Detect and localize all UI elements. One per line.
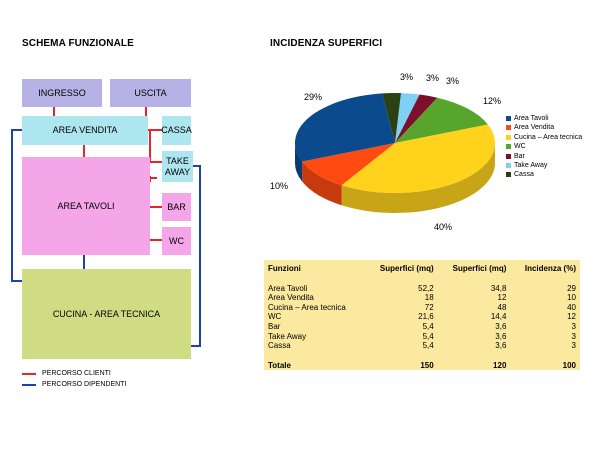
room-cucina: CUCINA - AREA TECNICA xyxy=(22,269,191,359)
table-cell-value: 5,4 xyxy=(422,341,434,351)
table-cell-value: 12 xyxy=(567,312,576,322)
table-cell-value: 12 xyxy=(497,293,507,303)
table-cell-value: 3 xyxy=(571,341,576,351)
room-uscita: USCITA xyxy=(110,79,191,107)
employee-path-label: PERCORSO DIPENDENTI xyxy=(42,381,127,388)
table-cell-value: 3,6 xyxy=(495,331,507,341)
table-cell-value: Superfici (mq) xyxy=(452,264,507,273)
room-area-vendita: AREA VENDITA xyxy=(22,116,148,145)
customer-path-label: PERCORSO CLIENTI xyxy=(42,370,111,377)
schema-title: SCHEMA FUNZIONALE xyxy=(22,38,134,49)
table-cell-value: 3,6 xyxy=(495,341,507,351)
pie-title: INCIDENZA SUPERFICI xyxy=(270,38,383,49)
pie-legend-label: Area Tavoli xyxy=(514,115,549,122)
table-cell-value: 5,4 xyxy=(422,321,434,331)
pie-legend-swatch xyxy=(506,116,511,121)
pie-legend-swatch xyxy=(506,163,511,168)
table-cell-value: 52,2 xyxy=(418,283,434,293)
table-row xyxy=(264,341,580,351)
table-cell-value: 120 xyxy=(493,360,507,370)
pie-value-label-bar: 3% xyxy=(446,76,460,86)
table-cell-value: 5,4 xyxy=(422,331,434,341)
room-ingresso: INGRESSO xyxy=(22,79,102,107)
table-cell-label: Bar xyxy=(268,321,281,331)
table-cell-label: Funzioni xyxy=(268,264,301,273)
pie-legend-swatch xyxy=(506,125,511,130)
pie-legend-swatch xyxy=(506,135,511,140)
table-cell-value: 3,6 xyxy=(495,321,507,331)
table-row xyxy=(264,293,580,303)
table-cell-value: 72 xyxy=(424,302,434,312)
pie-legend-swatch xyxy=(506,172,511,177)
table-cell-value: 48 xyxy=(497,302,507,312)
pie-legend-item xyxy=(506,134,582,141)
pie-value-label-area-vendita: 10% xyxy=(270,181,289,191)
pie-value-label-area-tavoli: 29% xyxy=(304,92,323,102)
room-take-away: TAKE AWAY xyxy=(162,151,193,182)
pie-legend-item xyxy=(506,153,525,160)
table-cell-label: Area Vendita xyxy=(268,293,314,303)
table-cell-label: Cassa xyxy=(268,341,291,351)
table-cell-value: 3 xyxy=(571,321,576,331)
table-row xyxy=(264,332,580,342)
table-cell-label: Take Away xyxy=(268,331,307,341)
pie-legend-item xyxy=(506,143,526,150)
table-cell-label: Totale xyxy=(268,360,291,370)
pie-legend-item xyxy=(506,162,547,169)
table-row xyxy=(264,322,580,332)
room-wc: WC xyxy=(162,227,191,255)
table-cell-value: Incidenza (%) xyxy=(524,264,576,273)
pie-legend-swatch xyxy=(506,144,511,149)
table-cell-value: 40 xyxy=(567,302,576,312)
pie-value-label-cassa: 3% xyxy=(400,72,414,82)
pie-legend-item xyxy=(506,115,549,122)
table-spacer xyxy=(264,274,580,284)
table-cell-value: 21,6 xyxy=(418,312,434,322)
table-cell-label: Area Tavoli xyxy=(268,283,308,293)
incidence-table xyxy=(264,260,580,370)
table-row xyxy=(264,284,580,294)
table-cell-value: 150 xyxy=(420,360,434,370)
table-total-row xyxy=(264,361,580,371)
pie-legend-label: Take Away xyxy=(514,162,548,169)
table-cell-value: Superfici (mq) xyxy=(379,264,434,273)
table-spacer xyxy=(264,351,580,361)
pie-legend-label: Area Vendita xyxy=(514,124,555,132)
table-row xyxy=(264,312,580,322)
table-header-row xyxy=(264,260,580,274)
pie-value-label-take-away: 3% xyxy=(426,73,440,83)
table-cell-label: Cucina – Area tecnica xyxy=(268,302,346,312)
table-cell-value: 29 xyxy=(567,283,576,293)
table-cell-value: 14,4 xyxy=(490,312,507,322)
pie-legend-label: WC xyxy=(514,143,526,151)
room-cassa: CASSA xyxy=(162,116,191,145)
table-cell-value: 100 xyxy=(562,360,576,370)
pie-legend-label: Cassa xyxy=(514,171,534,179)
table-cell-value: 3 xyxy=(571,331,576,341)
table-row xyxy=(264,303,580,313)
pie-value-label-cucina-area-tecnica: 40% xyxy=(434,222,453,232)
table-cell-value: 18 xyxy=(424,293,434,303)
pie-legend-label: Bar xyxy=(514,152,525,160)
pie-legend-swatch xyxy=(506,154,511,159)
table-cell-label: WC xyxy=(268,312,282,322)
table-cell-value: 10 xyxy=(567,293,576,303)
pie-legend-item xyxy=(506,124,554,131)
table-cell-value: 34,8 xyxy=(490,283,507,293)
room-bar: BAR xyxy=(162,193,191,221)
pie-legend-label: Cucina – Area tecnica xyxy=(514,133,583,141)
pie-value-label-wc: 12% xyxy=(483,96,502,106)
pie-legend-item xyxy=(506,171,534,178)
room-area-tavoli: AREA TAVOLI xyxy=(22,157,150,255)
